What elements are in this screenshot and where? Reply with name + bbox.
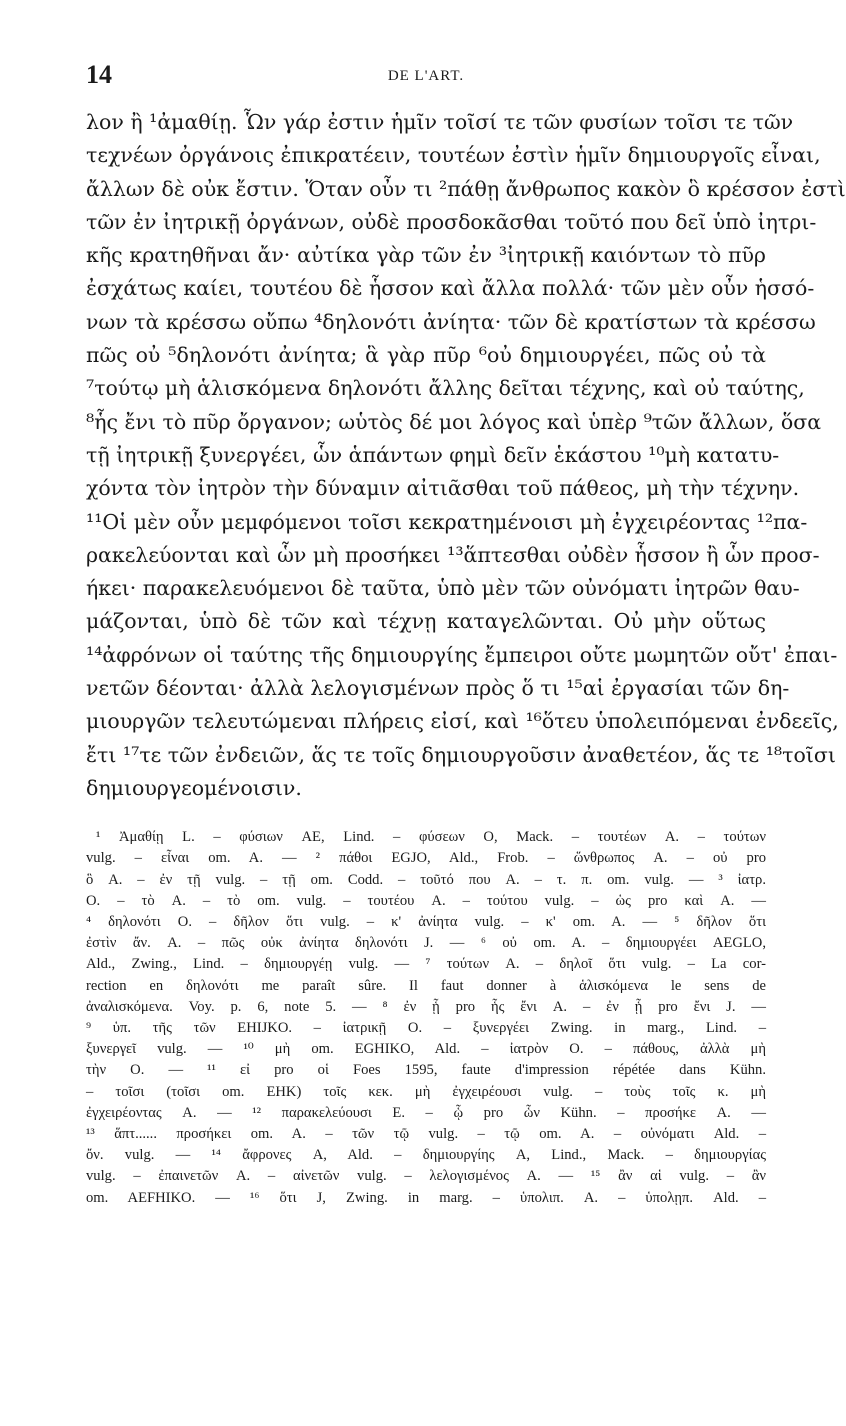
- footnote-line: ἐστὶν ἄν. A. – πῶς οὐκ ἀνίητα δηλονότι J. — ⁶ οὐ om. A. – δημιουργέει AEGLO,: [86, 935, 766, 952]
- text-line: κῆς κρατηθῆναι ἄν· αὐτίκα γὰρ τῶν ἐν ³ἰητρικῇ καιόντων τὸ πῦρ: [86, 243, 766, 268]
- text-line: μάζονται, ὑπὸ δὲ τῶν καὶ τέχνῃ καταγελῶνται. Οὐ μὴν οὕτως: [86, 609, 766, 634]
- text-line: χόντα τὸν ἰητρὸν τὴν δύναμιν αἰτιᾶσθαι τοῦ πάθεος, μὴ τὴν τέχνην.: [86, 476, 800, 501]
- text-line: ἔτι ¹⁷τε τῶν ἐνδειῶν, ἅς τε τοῖς δημιουργοῦσιν ἀναθετέον, ἅς τε ¹⁸τοῖσι: [86, 742, 836, 767]
- main-greek-text: [86, 106, 846, 805]
- footnote-line: O. – τὸ A. – τὸ om. vulg. – τουτέου A. – τούτου vulg. – ὡς pro καὶ A. —: [86, 892, 766, 909]
- footnote-line: ⁹ ὑπ. τῆς τῶν EHIJKO. – ἰατρικῇ O. – ξυνεργέει Zwing. in marg., Lind. –: [86, 1020, 766, 1037]
- text-line: ἄλλων δὲ οὐκ ἔστιν. Ὅταν οὖν τι ²πάθῃ ἄνθρωπος κακὸν ὃ κρέσσον ἐστὶ: [86, 176, 846, 201]
- footnote-line: ¹ Ἀμαθίῃ L. – φύσιων AE, Lind. – φύσεων O, Mack. – τουτέων A. – τούτων: [96, 829, 766, 846]
- footnote-line: rection en δηλονότι me paraît sûre. Il faut donner à ἁλισκόμενα le sens de: [86, 977, 766, 994]
- text-line: νων τὰ κρέσσω οὔπω ⁴δηλονότι ἀνίητα· τῶν δὲ κρατίστων τὰ κρέσσω: [86, 309, 816, 334]
- text-line: δημιουργεομένοισιν.: [86, 775, 302, 800]
- footnote-line: ἀναλισκόμενα. Voy. p. 6, note 5. — ⁸ ἐν ᾗ pro ἧς ἔνι A. – ἐν ᾗ pro ἔνι J. —: [86, 998, 766, 1015]
- text-line: ⁸ἧς ἔνι τὸ πῦρ ὄργανον; ωὑτὸς δέ μοι λόγος καὶ ὑπὲρ ⁹τῶν ἄλλων, ὅσα: [86, 409, 822, 434]
- footnote-line: ξυνεργεῖ vulg. — ¹⁰ μὴ om. EGHIKO, Ald. – ἰατρὸν O. – πάθους, ἀλλὰ μὴ: [86, 1041, 766, 1058]
- text-line: ήκει· παρακελευόμενοι δὲ ταῦτα, ὑπὸ μὲν τῶν οὐνόματι ἰητρῶν θαυ-: [86, 576, 800, 601]
- footnote-line: ⁴ δηλονότι O. – δῆλον ὅτι vulg. – κ' ἀνίητα vulg. – κ' om. A. — ⁵ δῆλον ὅτι: [86, 914, 766, 931]
- footnote-line: ¹³ ἅπτ...... προσήκει om. A. – τῶν τῷ vulg. – τῷ om. A. – οὐνόματι Ald. –: [86, 1126, 766, 1143]
- document-page: [86, 60, 846, 1209]
- text-line: ρακελεύονται καὶ ὧν μὴ προσήκει ¹³ἅπτεσθαι οὐδὲν ἧσσον ἢ ὧν προσ-: [86, 542, 820, 567]
- running-title: DE L'ART.: [387, 68, 465, 84]
- footnote-line: vulg. – ἐπαινετῶν A. – αἰνετῶν vulg. – λελογισμένος A. — ¹⁵ ἂν αἱ vulg. – ἂν: [86, 1168, 766, 1185]
- footnote-line: vulg. – εἶναι om. A. — ² πάθοι EGJO, Ald., Frob. – ὥνθρωπος A. – οὐ pro: [86, 850, 766, 867]
- text-line: λον ἢ ¹ἀμαθίῃ. Ὧν γάρ ἐστιν ἡμῖν τοῖσί τε τῶν φυσίων τοῖσι τε τῶν: [86, 110, 794, 134]
- footnote-line: ἐγχειρέοντας A. — ¹² παρακελεύουσι E. – ᾧ pro ὧν Kühn. – προσήκε A. —: [86, 1104, 766, 1121]
- text-line: ἐσχάτως καίει, τουτέου δὲ ἧσσον καὶ ἄλλα πολλά· τῶν μὲν οὖν ἡσσό-: [86, 276, 815, 301]
- text-line: τεχνέων ὀργάνοις ἐπικρατέειν, τουτέων ἐστὶν ἡμῖν δημιουργοῖς εἶναι,: [86, 143, 821, 168]
- footnote-line: ὃ A. – ἐν τῇ vulg. – τῇ om. Codd. – τοῦτό που A. – τ. π. om. vulg. — ³ ἰατρ.: [86, 871, 766, 888]
- text-line: μιουργῶν τελευτώμεναι πλήρεις εἰσί, καὶ ¹⁶ὅτευ ὑπολειπόμεναι ἐνδεεῖς,: [86, 709, 839, 734]
- text-line: ¹⁴ἀφρόνων οἱ ταύτης τῆς δημιουργίης ἔμπειροι οὔτε μωμητῶν οὔτ' ἐπαι-: [86, 642, 838, 667]
- text-line: νετῶν δέονται· ἀλλὰ λελογισμένων πρὸς ὅ τι ¹⁵αἱ ἐργασίαι τῶν δη-: [86, 676, 790, 701]
- footnote-line: – τοῖσι (τοῖσι om. EHK) τοῖς κεκ. μὴ ἐγχειρέουσι vulg. – τοὺς τοῖς κ. μὴ: [86, 1083, 766, 1100]
- text-line: ¹¹Οἱ μὲν οὖν μεμφόμενοι τοῖσι κεκρατημένοισι μὴ ἐγχειρέοντας ¹²πα-: [86, 509, 808, 534]
- page-number: 14: [86, 60, 112, 89]
- footnotes: [86, 827, 766, 1209]
- text-line: τῶν ἐν ἰητρικῇ ὀργάνων, οὐδὲ προσδοκᾶσθαι τοῦτό που δεῖ ὑπὸ ἰητρι-: [86, 209, 817, 234]
- page-header: [86, 60, 766, 94]
- footnote-line: om. AEFHIKO. — ¹⁶ ὅτι J, Zwing. in marg. – ὑπολιπ. A. – ὑπολῃπ. Ald. –: [86, 1189, 766, 1206]
- footnote-line: Ald., Zwing., Lind. – δημιουργέῃ vulg. — ⁷ τούτων A. – δηλοῖ ὅτι vulg. – La cor-: [86, 956, 766, 973]
- text-line: τῇ ἰητρικῇ ξυνεργέει, ὧν ἁπάντων φημὶ δεῖν ἑκάστου ¹⁰μὴ κατατυ-: [86, 442, 780, 467]
- text-line: πῶς οὐ ⁵δηλονότι ἀνίητα; ἃ γὰρ πῦρ ⁶οὐ δημιουργέει, πῶς οὐ τὰ: [86, 343, 766, 368]
- footnote-line: τὴν O. — ¹¹ εἰ pro οἱ Foes 1595, faute d'impression répétée dans Kühn.: [86, 1062, 766, 1079]
- text-line: ⁷τούτῳ μὴ ἁλισκόμενα δηλονότι ἄλλης δεῖται τέχνης, καὶ οὐ ταύτης,: [86, 376, 805, 401]
- footnote-line: ὄν. vulg. — ¹⁴ ἄφρονες A, Ald. – δημιουργίης A, Lind., Mack. – δημιουργίας: [86, 1147, 766, 1164]
